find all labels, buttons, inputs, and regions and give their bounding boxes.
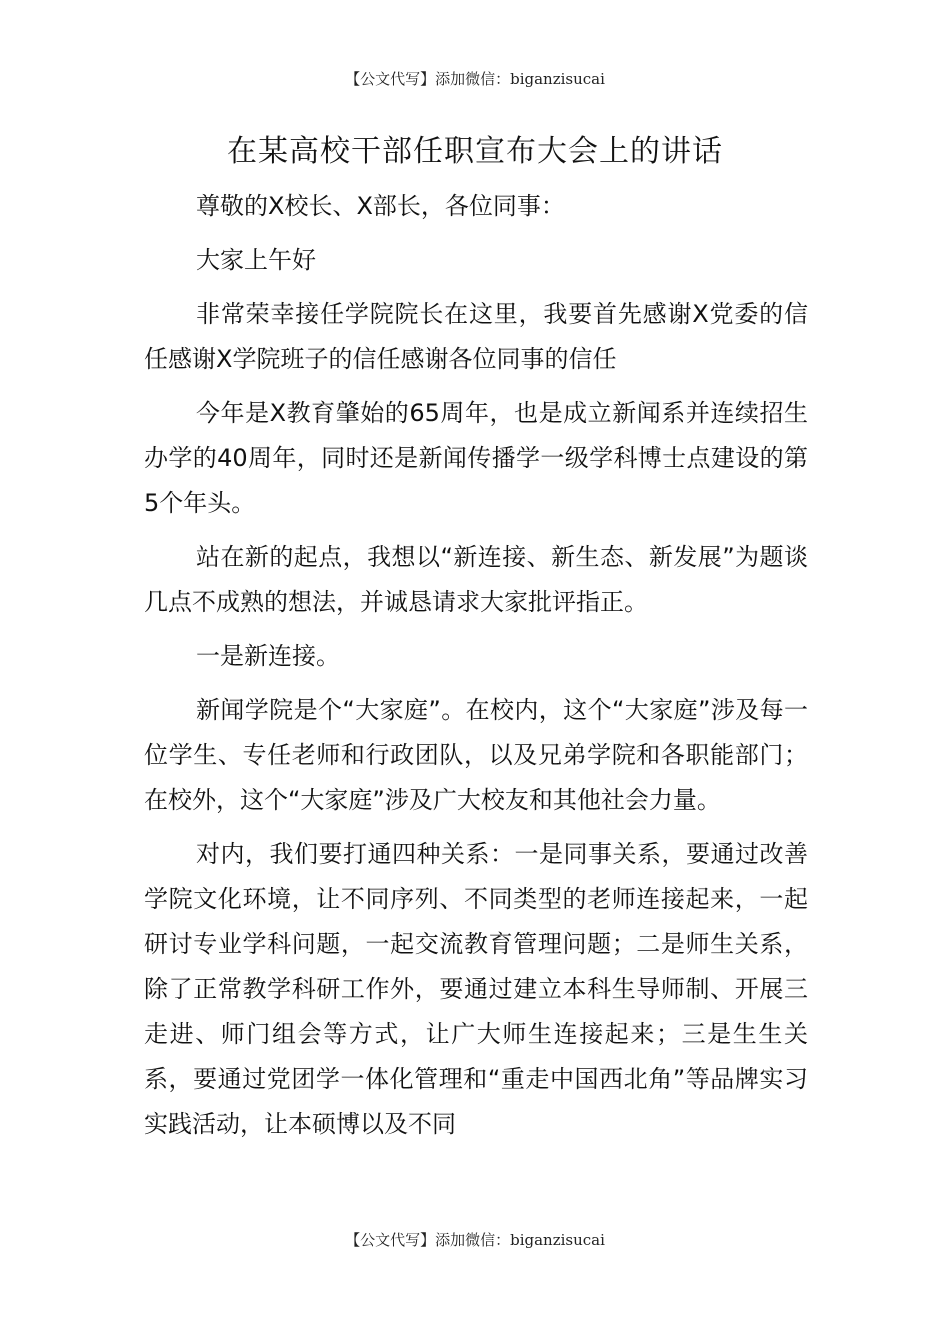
paragraph-section-heading: 一是新连接。 [196, 642, 340, 670]
paragraph-anniversary: 今年是X教育肇始的65周年，也是成立新闻系并连续招生办学的40周年，同时还是新闻传播学一级学科博士点建设的第5个年头。 [144, 399, 808, 517]
footer-watermark: 【公文代写】添加微信：biganzisucai [345, 1231, 605, 1249]
paragraph-salutation: 尊敬的X校长、X部长，各位同事： [196, 192, 565, 220]
document-body [144, 184, 808, 1156]
paragraph-theme: 站在新的起点，我想以“新连接、新生态、新发展”为题谈几点不成熟的想法，并诚恳请求大家批评指正。 [144, 543, 808, 616]
document-title: 在某高校干部任职宣布大会上的讲话 [227, 134, 723, 169]
paragraph-relations: 对内，我们要打通四种关系：一是同事关系，要通过改善学院文化环境，让不同序列、不同类型的老师连接起来，一起研讨专业学科问题，一起交流教育管理问题；二是师生关系，除了正常教学科研工作外，要通过建立本科生导师制、开展三走进、师门组会等方式，让广大师生连接起来；三是生生关系，要通过党团学一体化管理和“重走中国西北角”等品牌实习实践活动，让本硕博以及不同 [144, 840, 808, 1138]
paragraph-thanks: 非常荣幸接任学院院长在这里，我要首先感谢X党委的信任感谢X学院班子的信任感谢各位同事的信任 [144, 300, 808, 373]
header-watermark: 【公文代写】添加微信：biganzisucai [345, 70, 605, 88]
paragraph-family: 新闻学院是个“大家庭”。在校内，这个“大家庭”涉及每一位学生、专任老师和行政团队，以及兄弟学院和各职能部门；在校外，这个“大家庭”涉及广大校友和其他社会力量。 [144, 696, 808, 814]
paragraph-greeting: 大家上午好 [196, 246, 316, 274]
